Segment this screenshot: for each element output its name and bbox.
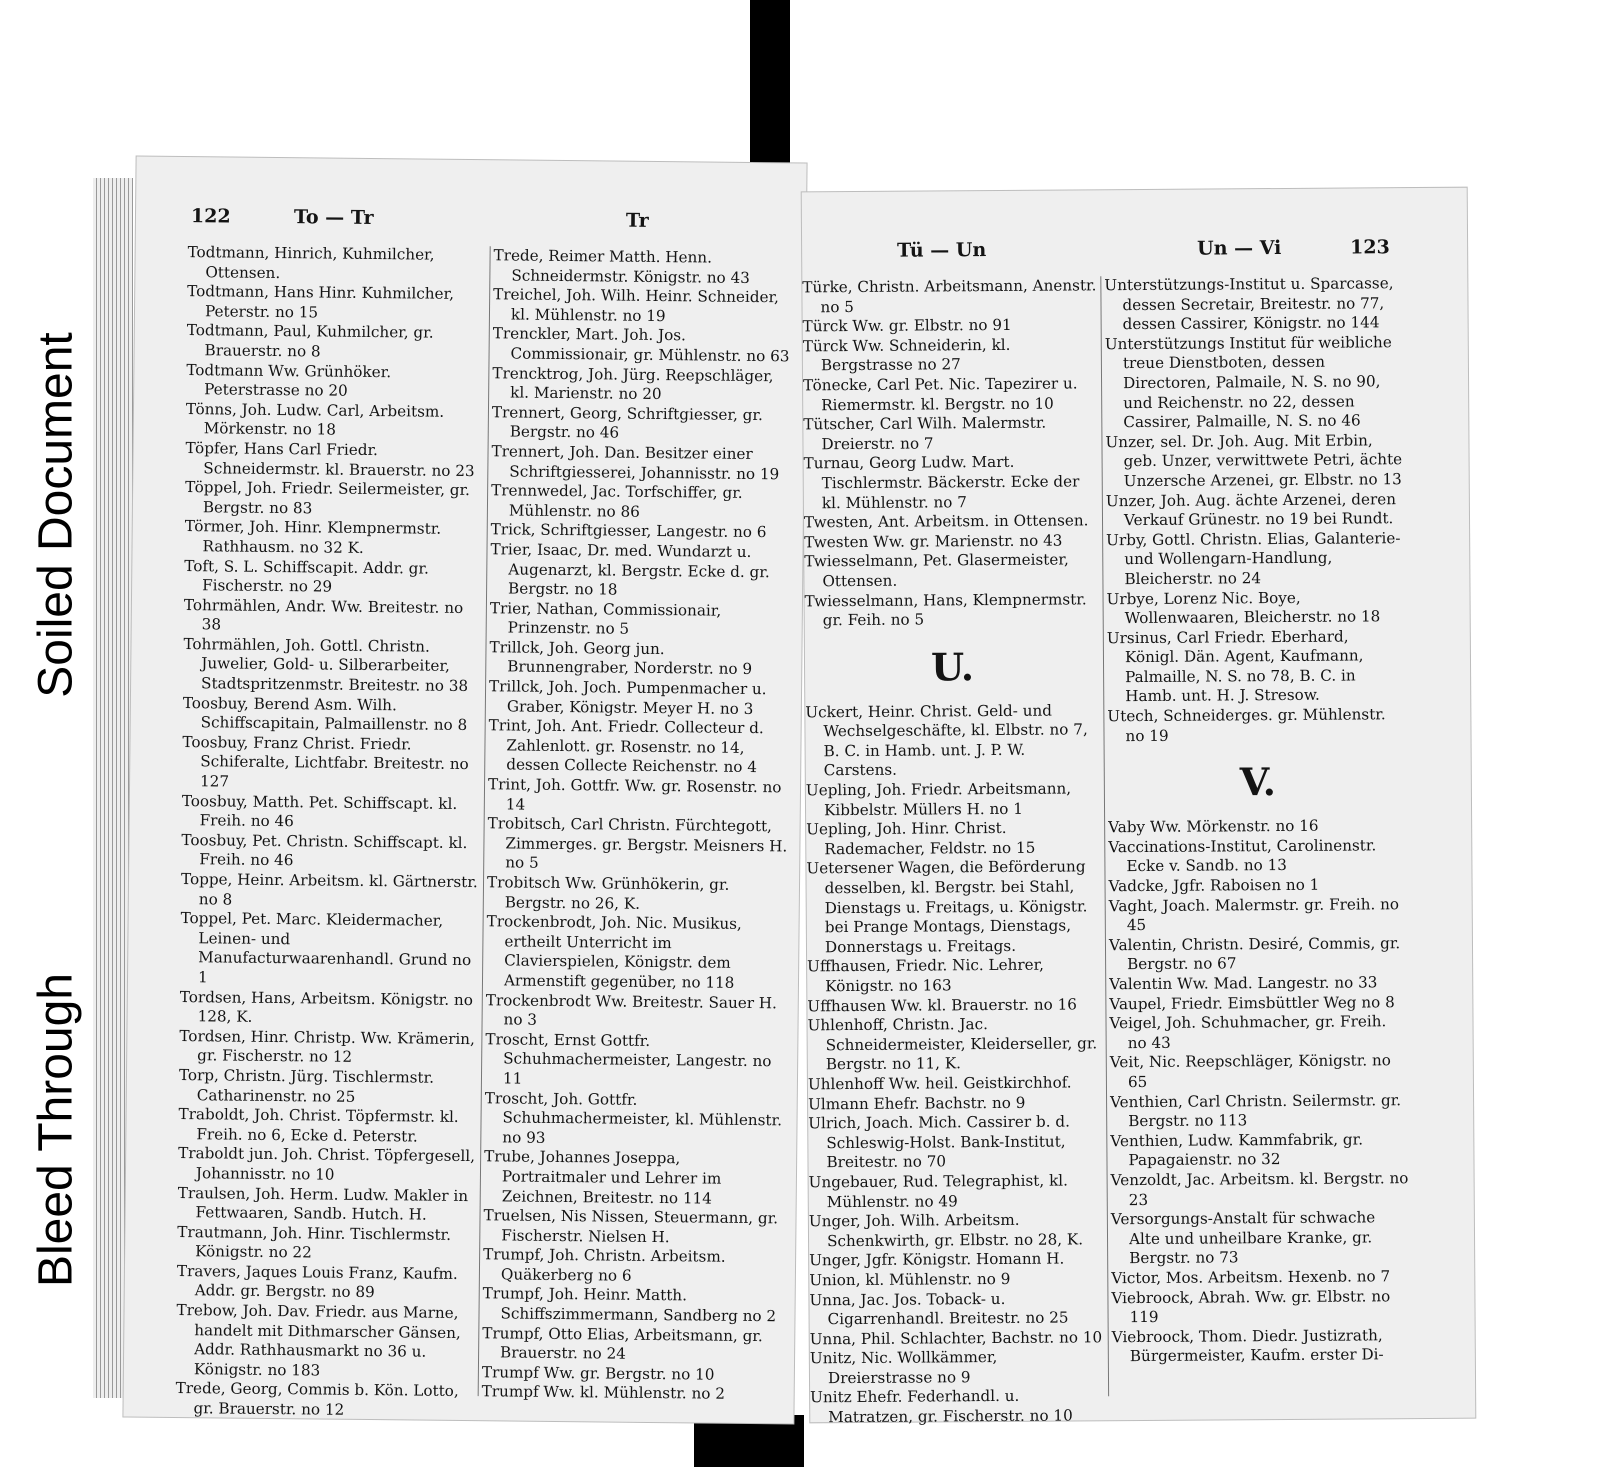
directory-entry: Trebow, Joh. Dav. Friedr. aus Marne, handelt mit Dithmarscher Gänsen, Addr. Rathhausmarkt no 36 u. Königstr. no 183: [176, 1301, 466, 1380]
directory-entry: Türke, Christn. Arbeitsmann, Anenstr. no 5: [802, 276, 1102, 316]
directory-entry: Trobitsch Ww. Grünhökerin, gr. Bergstr. no 26, K.: [486, 873, 735, 913]
directory-entry: Uhlenhoff, Christn. Jac. Schneidermeister, Kleiderseller, gr. Bergstr. no 11, K.: [807, 1015, 1103, 1074]
directory-entry: Todtmann, Paul, Kuhmilcher, gr. Brauerstr. no 8: [186, 321, 439, 361]
directory-entry: Unitz Ehefr. Federhandl. u. Matratzen, gr. Fischerstr. no 10: [810, 1387, 1073, 1427]
directory-entry: Trube, Johannes Joseppa, Portraitmaler und Lehrer im Zeichnen, Breitestr. no 114: [484, 1147, 727, 1208]
directory-entry: Trint, Joh. Ant. Friedr. Collecteur d. Zahlenlott. gr. Rosenstr. no 14, dessen Collecte Reichenstr. no 4: [488, 716, 769, 777]
directory-entry: Trencktrog, Joh. Jürg. Reepschläger, kl. Marienstr. no 20: [492, 363, 779, 404]
directory-entry: Unger, Jgfr. Königstr. Homann H.: [809, 1249, 1065, 1270]
directory-entry: Trint, Joh. Gottfr. Ww. gr. Rosenstr. no 14: [487, 775, 787, 814]
directory-entry: Trier, Isaac, Dr. med. Wundarzt u. Augenarzt, kl. Bergstr. Ecke d. gr. Bergstr. no 18: [490, 540, 775, 599]
directory-entry: Trenckler, Mart. Joh. Jos. Commissionair, gr. Mühlenstr. no 63: [492, 324, 790, 366]
directory-entry: Trumpf Ww. gr. Bergstr. no 10: [481, 1363, 715, 1384]
directory-entry: Toppel, Pet. Marc. Kleidermacher, Leinen- und Manufacturwaarenhandl. Grund no 1: [180, 909, 477, 987]
directory-entry: Traulsen, Joh. Herm. Ludw. Makler in Fettwaaren, Sandb. Hutch. H.: [177, 1183, 474, 1224]
right-page: [802, 188, 1476, 1427]
directory-entry: Unterstützungs-Institut u. Sparcasse, dessen Secretair, Breitestr. no 77, dessen Cassirer, Königstr. no 144: [1104, 274, 1399, 334]
directory-entry: Unterstützungs Institut für weibliche treue Dienstboten, dessen Directoren, Palmaile, N. S. no 90, und Reichenstr. no 22, dessen Cassirer, Palmaille, N. S. no 46: [1104, 332, 1397, 432]
right-page-header: [802, 236, 1467, 271]
directory-entry: Unna, Phil. Schlachter, Bachstr. no 10: [809, 1327, 1103, 1348]
directory-entry: Toosbuy, Franz Christ. Friedr. Schiferalte, Lichtfabr. Breitestr. no 127: [182, 732, 474, 791]
directory-entry: Töpfer, Hans Carl Friedr. Schneidermstr. kl. Brauerstr. no 23: [185, 438, 475, 480]
directory-entry: Twesten Ww. gr. Marienstr. no 43: [804, 531, 1063, 552]
directory-entry: Trennert, Georg, Schriftgiesser, gr. Bergstr. no 46: [491, 403, 768, 442]
directory-entry: Uckert, Heinr. Christ. Geld- und Wechselgeschäfte, kl. Elbstr. no 7, B. C. in Hamb. unt. J. P. W. Carstens.: [805, 701, 1093, 780]
left-page: [123, 157, 806, 1424]
directory-entry: Versorgungs-Anstalt für schwache Alte und unheilbare Kranke, gr. Bergstr. no 73: [1110, 1208, 1381, 1268]
header-range: To — Tr: [293, 206, 374, 230]
directory-entry: Trennert, Joh. Dan. Besitzer einer Schriftgiesserei, Johannisstr. no 19: [491, 442, 780, 483]
directory-entry: Twiesselmann, Hans, Klempnermstr. gr. Feih. no 5: [804, 589, 1092, 630]
directory-entry: Töppel, Joh. Friedr. Seilermeister, gr. Bergstr. no 83: [185, 478, 475, 518]
directory-entry: Traboldt jun. Joh. Christ. Töpfergesell, Johannisstr. no 10: [178, 1144, 480, 1184]
directory-entry: Trede, Reimer Matth. Henn. Schneidermstr. Königstr. no 43: [493, 246, 750, 287]
left-page-header: [136, 205, 806, 242]
page-number: 123: [1350, 236, 1390, 259]
directory-entry: Unzer, sel. Dr. Joh. Aug. Mit Erbin, geb. Unzer, verwittwete Petri, ächte Unzersche Arzenei, gr. Elbstr. no 13: [1105, 431, 1408, 491]
directory-entry: Trennwedel, Jac. Torfschiffer, gr. Mühlenstr. no 86: [491, 481, 748, 521]
directory-entry: Twesten, Ant. Arbeitsm. in Ottensen.: [803, 511, 1089, 532]
directory-entry: Todtmann, Hans Hinr. Kuhmilcher, Peterstr. no 15: [187, 282, 459, 322]
binding-gap-top: [750, 0, 790, 190]
directory-entry: Vaupel, Friedr. Eimsbüttler Weg no 8: [1109, 992, 1395, 1013]
directory-entry: Toosbuy, Pet. Christn. Schiffscapt. kl. Freih. no 46: [181, 830, 473, 870]
directory-entry: Ulrich, Joach. Mich. Cassirer b. d. Schleswig-Holst. Bank-Institut, Breitestr. no 70: [808, 1112, 1075, 1172]
directory-column: [802, 276, 1105, 1428]
directory-entry: Tohrmählen, Joh. Gottl. Christn. Juwelier, Gold- u. Silberarbeiter, Stadtspritzenmstr. Breitestr. no 38: [183, 634, 469, 696]
directory-entry: Vaccinations-Institut, Carolinenstr. Ecke v. Sandb. no 13: [1108, 836, 1382, 876]
directory-entry: Tönecke, Carl Pet. Nic. Tapezirer u. Riemermstr. kl. Bergstr. no 10: [802, 374, 1083, 414]
directory-entry: Vadcke, Jgfr. Raboisen no 1: [1108, 875, 1320, 896]
directory-entry: Ursinus, Carl Friedr. Eberhard, Königl. Dän. Agent, Kaufmann, Palmaille, N. S. no 78, B. C. in Hamb. unt. H. J. Stresow.: [1106, 627, 1369, 706]
directory-entry: Tordsen, Hinr. Christp. Ww. Krämerin, gr. Fischerstr. no 12: [179, 1026, 480, 1067]
directory-entry: Union, kl. Mühlenstr. no 9: [809, 1269, 1011, 1290]
directory-entry: Tohrmählen, Andr. Ww. Breitestr. no 38: [183, 595, 469, 634]
directory-entry: Uepling, Joh. Friedr. Arbeitsmann, Kibbelstr. Müllers H. no 1: [805, 779, 1076, 819]
directory-column: [482, 246, 794, 1405]
header-range: Un — Vi: [1197, 236, 1282, 260]
directory-entry: Toosbuy, Matth. Pet. Schiffscapt. kl. Freih. no 46: [181, 791, 463, 831]
directory-entry: Trockenbrodt, Joh. Nic. Musikus, ertheilt Unterricht im Clavierspielen, Königstr. dem Armenstift gegenüber, no 118: [486, 912, 747, 992]
directory-entry: Toft, S. L. Schiffscapit. Addr. gr. Fischerstr. no 29: [184, 556, 434, 596]
directory-entry: Trier, Nathan, Commissionair, Prinzenstr. no 5: [489, 598, 727, 638]
directory-entry: Toosbuy, Berend Asm. Wilh. Schiffscapitain, Palmaillenstr. no 8: [182, 693, 468, 735]
directory-entry: Trumpf, Joh. Heinr. Matth. Schiffszimmermann, Sandberg no 2: [482, 1284, 777, 1326]
directory-entry: Troscht, Ernst Gottfr. Schuhmachermeister, Langestr. no 11: [485, 1029, 777, 1088]
directory-entry: Victor, Mos. Arbeitsm. Hexenb. no 7: [1111, 1267, 1391, 1288]
directory-column: [1104, 274, 1412, 1367]
directory-entry: Trockenbrodt Ww. Breitestr. Sauer H. no 3: [485, 990, 782, 1029]
directory-entry: Veigel, Joh. Schuhmacher, gr. Freih. no 43: [1109, 1012, 1392, 1052]
directory-entry: Uffhausen, Friedr. Nic. Lehrer, Königstr. no 163: [807, 956, 1049, 996]
header-range: Tü — Un: [897, 239, 987, 262]
directory-entry: Traboldt, Joh. Christ. Töpfermstr. kl. Freih. no 6, Ecke d. Peterstr.: [178, 1105, 464, 1146]
directory-entry: Valentin Ww. Mad. Langestr. no 33: [1109, 973, 1378, 994]
directory-entry: Travers, Jaques Louis Franz, Kaufm. Addr. gr. Bergstr. no 89: [176, 1261, 463, 1302]
section-letter-u: U.: [930, 643, 975, 690]
directory-entry: Tönns, Joh. Ludw. Carl, Arbeitsm. Mörkenstr. no 18: [185, 399, 450, 439]
directory-entry: Uhlenhoff Ww. heil. Geistkirchhof.: [807, 1073, 1072, 1094]
directory-entry: Turnau, Georg Ludw. Mart. Tischlermstr. Bäckerstr. Ecke der kl. Mühlenstr. no 7: [803, 453, 1085, 512]
directory-entry: Valentin, Christn. Desiré, Commis, gr. Bergstr. no 67: [1108, 933, 1406, 974]
directory-entry: Trumpf, Joh. Christn. Arbeitsm. Quäkerberg no 6: [483, 1245, 731, 1285]
directory-entry: Tordsen, Hans, Arbeitsm. Königstr. no 128, K.: [179, 987, 478, 1026]
directory-entry: Veit, Nic. Reepschläger, Königstr. no 65: [1109, 1051, 1396, 1092]
directory-entry: Trumpf, Otto Elias, Arbeitsmann, gr. Brauerstr. no 24: [482, 1323, 768, 1363]
directory-entry: Todtmann Ww. Grünhöker. Peterstrasse no 20: [186, 360, 397, 400]
directory-entry: Venthien, Ludw. Kammfabrik, gr. Papagaienstr. no 32: [1110, 1130, 1368, 1170]
directory-entry: Ungebauer, Rud. Telegraphist, kl. Mühlenstr. no 49: [808, 1171, 1073, 1211]
directory-entry: Uepling, Joh. Hinr. Christ. Rademacher, Feldstr. no 15: [806, 819, 1036, 859]
directory-entry: Uetersener Wagen, die Beförderung desselben, kl. Bergstr. bei Stahl, Dienstags u. Freitags, u. Königstr. bei Prange Montags, Dienstags, Donnerstags u. Freitags.: [806, 857, 1093, 957]
directory-entry: Utech, Schneiderges. gr. Mühlenstr. no 19: [1107, 705, 1391, 745]
directory-entry: Trumpf Ww. kl. Mühlenstr. no 2: [481, 1382, 726, 1404]
directory-entry: Trick, Schriftgiesser, Langestr. no 6: [490, 520, 767, 542]
directory-entry: Vaght, Joach. Malermstr. gr. Freih. no 45: [1108, 894, 1404, 935]
header-range: Tr: [625, 209, 649, 232]
page-number: 122: [190, 205, 231, 228]
directory-entry: Viebroock, Abrah. Ww. gr. Elbstr. no 119: [1111, 1286, 1396, 1327]
directory-entry: Türck Ww. gr. Elbstr. no 91: [802, 316, 1012, 336]
directory-entry: Todtmann, Hinrich, Kuhmilcher, Ottensen.: [187, 243, 440, 282]
directory-entry: Trautmann, Joh. Hinr. Tischlermstr. Königstr. no 22: [177, 1222, 456, 1262]
directory-entry: Unzer, Joh. Aug. ächte Arzenei, deren Verkauf Grünestr. no 19 bei Rundt.: [1105, 489, 1401, 530]
directory-entry: Treichel, Joh. Wilh. Heinr. Schneider, kl. Mühlenstr. no 19: [493, 285, 784, 325]
directory-entry: Urbye, Lorenz Nic. Boye, Wollenwaaren, Bleicherstr. no 18: [1106, 588, 1381, 628]
directory-entry: Trillck, Joh. Georg jun. Brunnengraber, Norderstr. no 9: [489, 638, 753, 679]
directory-entry: Trede, Georg, Commis b. Kön. Lotto, gr. Brauerstr. no 12: [175, 1379, 464, 1419]
directory-entry: Twiesselmann, Pet. Glasermeister, Ottensen.: [804, 550, 1074, 591]
directory-column: [175, 243, 487, 1422]
directory-entry: Truelsen, Nis Nissen, Steuermann, gr. Fischerstr. Nielsen H.: [483, 1206, 783, 1246]
bleed-through-label: Bleed Through: [8, 900, 104, 1360]
soiled-document-label: Soiled Document: [8, 280, 104, 750]
directory-entry: Troscht, Joh. Gottfr. Schuhmachermeister, kl. Mühlenstr. no 93: [484, 1088, 787, 1147]
directory-entry: Trillck, Joh. Joch. Pumpenmacher u. Graber, Königstr. Meyer H. no 3: [488, 677, 772, 718]
directory-entry: Ulmann Ehefr. Bachstr. no 9: [808, 1093, 1026, 1113]
directory-entry: Viebroock, Thom. Diedr. Justizrath, Bürgermeister, Kaufm. erster Di-: [1111, 1325, 1388, 1366]
directory-entry: Unitz, Nic. Wollkämmer, Dreierstrasse no 9: [809, 1348, 1003, 1388]
directory-entry: Törmer, Joh. Hinr. Klempnermstr. Rathhausm. no 32 K.: [184, 517, 447, 557]
directory-entry: Tütscher, Carl Wilh. Malermstr. Dreierstr. no 7: [803, 413, 1052, 453]
directory-entry: Vaby Ww. Mörkenstr. no 16: [1108, 816, 1319, 837]
directory-entry: Urby, Gottl. Christn. Elias, Galanterie- und Wollengarn-Handlung, Bleicherstr. no 24: [1106, 528, 1406, 588]
directory-entry: Unger, Joh. Wilh. Arbeitsm. Schenkwirth, gr. Elbstr. no 28, K.: [808, 1210, 1084, 1250]
directory-entry: Venzoldt, Jac. Arbeitsm. kl. Bergstr. no 23: [1110, 1169, 1414, 1209]
directory-entry: Unna, Jac. Jos. Toback- u. Cigarrenhandl. Breitestr. no 25: [809, 1289, 1069, 1329]
directory-entry: Uffhausen Ww. kl. Brauerstr. no 16: [807, 995, 1077, 1015]
directory-entry: Torp, Christn. Jürg. Tischlermstr. Catharinenstr. no 25: [178, 1065, 439, 1106]
directory-entry: Toppe, Heinr. Arbeitsm. kl. Gärtnerstr. no 8: [180, 870, 483, 909]
section-letter-v: V.: [1239, 759, 1277, 805]
directory-entry: Trobitsch, Carl Christn. Fürchtegott, Zimmerges. gr. Bergstr. Meisners H. no 5: [487, 814, 793, 873]
directory-entry: Türck Ww. Schneiderin, kl. Bergstrasse no 27: [802, 335, 1016, 375]
directory-entry: Venthien, Carl Christn. Seilermstr. gr. Bergstr. no 113: [1110, 1090, 1406, 1131]
